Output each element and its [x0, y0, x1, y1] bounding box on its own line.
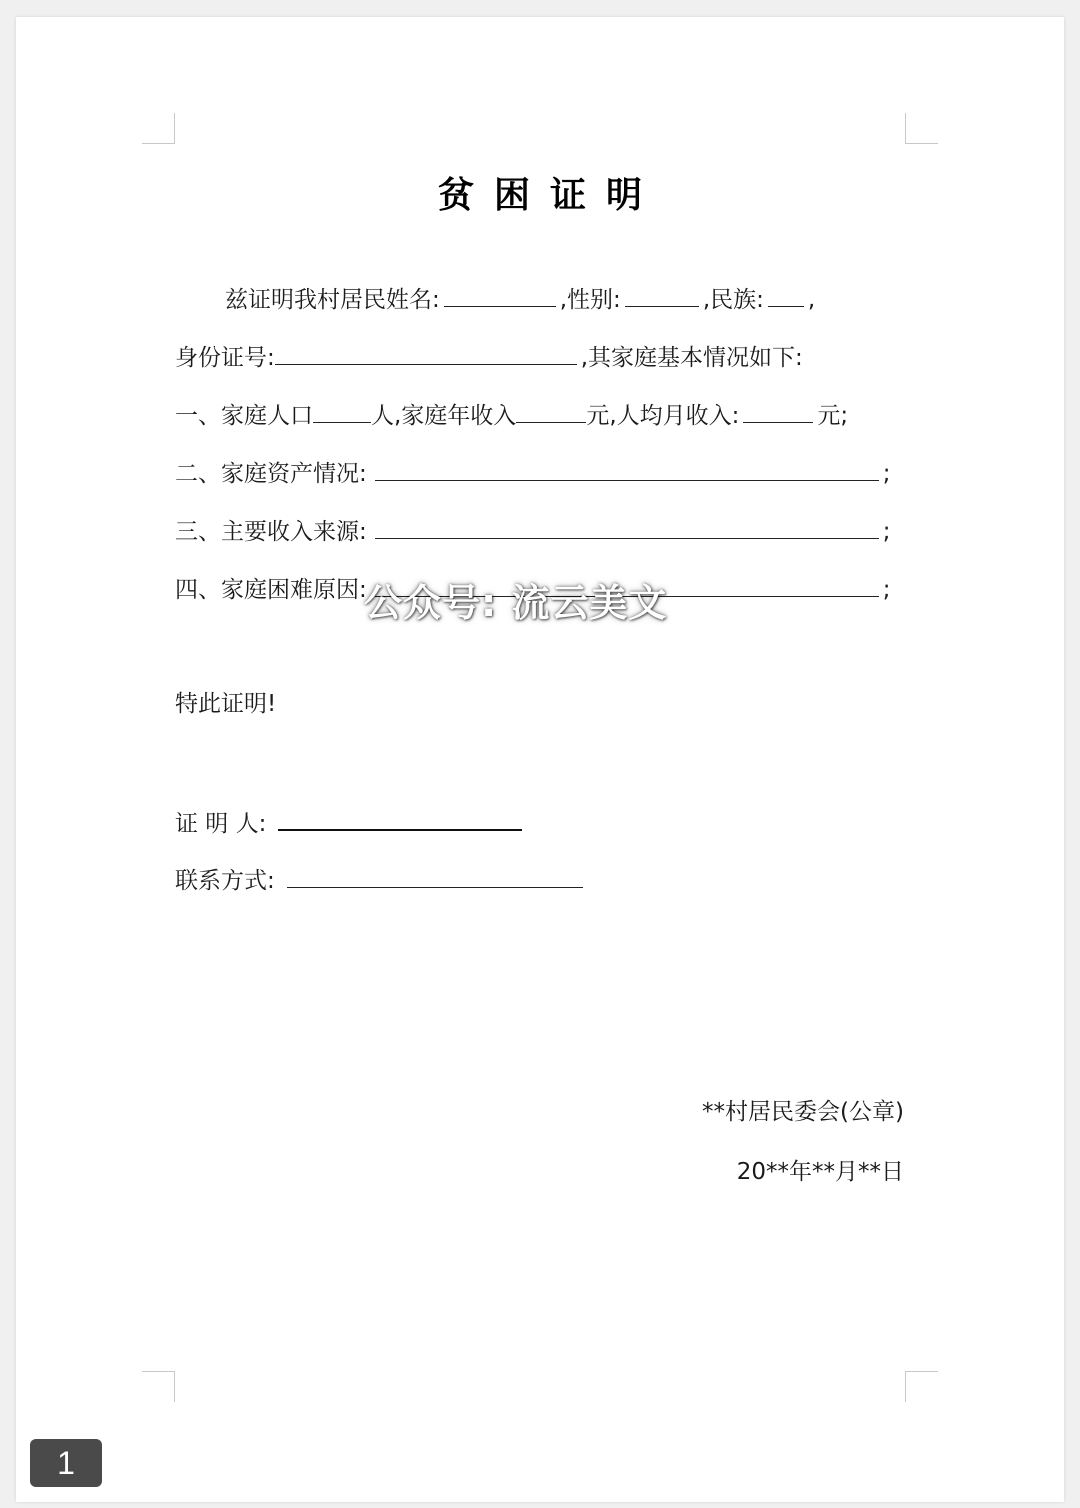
id-number-suffix: ,其家庭基本情况如下:: [580, 345, 803, 371]
contact-label: 联系方式:: [175, 868, 275, 894]
committee-seal: **村居民委会(公章): [702, 1099, 904, 1125]
document-page: [16, 17, 1064, 1502]
monthly-income-label: 元,人均月收入:: [586, 403, 740, 429]
margin-corner-bottom-left: [142, 1371, 175, 1402]
hardship-reason-end: ;: [882, 577, 891, 603]
id-number-label: 身份证号:: [175, 345, 275, 371]
margin-corner-top-right: [905, 113, 938, 144]
population-blank: [313, 396, 371, 423]
watermark-text: 公众号: 流云美文: [364, 581, 668, 625]
item-assets: [175, 454, 891, 491]
issue-date: 20**年**月**日: [736, 1159, 904, 1185]
intro-gender-label: ,性别:: [559, 287, 621, 313]
intro-line: [225, 280, 815, 317]
item-household: [175, 396, 848, 433]
intro-end: ,: [807, 287, 816, 313]
household-population-label: 一、家庭人口: [175, 403, 313, 429]
assets-blank: [375, 454, 879, 481]
assets-end: ;: [882, 461, 891, 487]
ethnicity-blank: [768, 280, 804, 307]
gender-blank: [625, 280, 699, 307]
item1-end: 元;: [817, 403, 849, 429]
income-source-blank: [375, 512, 879, 539]
page-number-badge[interactable]: 1: [30, 1439, 102, 1487]
id-number-line: [175, 338, 803, 375]
monthly-income-blank: [743, 396, 813, 423]
margin-corner-top-left: [142, 113, 175, 144]
intro-name-label: 兹证明我村居民姓名:: [225, 287, 440, 313]
document-title: 贫困证明: [437, 175, 662, 216]
contact-blank: [287, 861, 583, 888]
annual-income-label: 人,家庭年收入: [371, 403, 517, 429]
name-blank: [444, 280, 556, 307]
item-income-source: [175, 512, 891, 549]
hardship-reason-label: 四、家庭困难原因:: [175, 577, 367, 603]
certifier-blank: [278, 803, 522, 831]
income-source-end: ;: [882, 519, 891, 545]
certifier-label: 证 明 人:: [175, 811, 267, 837]
id-number-blank: [275, 338, 577, 365]
margin-corner-bottom-right: [905, 1371, 938, 1402]
certifier-line: [175, 803, 526, 841]
assets-label: 二、家庭资产情况:: [175, 461, 367, 487]
income-source-label: 三、主要收入来源:: [175, 519, 367, 545]
intro-ethnicity-label: ,民族:: [702, 287, 764, 313]
contact-line: [175, 861, 587, 898]
closing-statement: 特此证明!: [175, 691, 277, 717]
annual-income-blank: [516, 396, 586, 423]
